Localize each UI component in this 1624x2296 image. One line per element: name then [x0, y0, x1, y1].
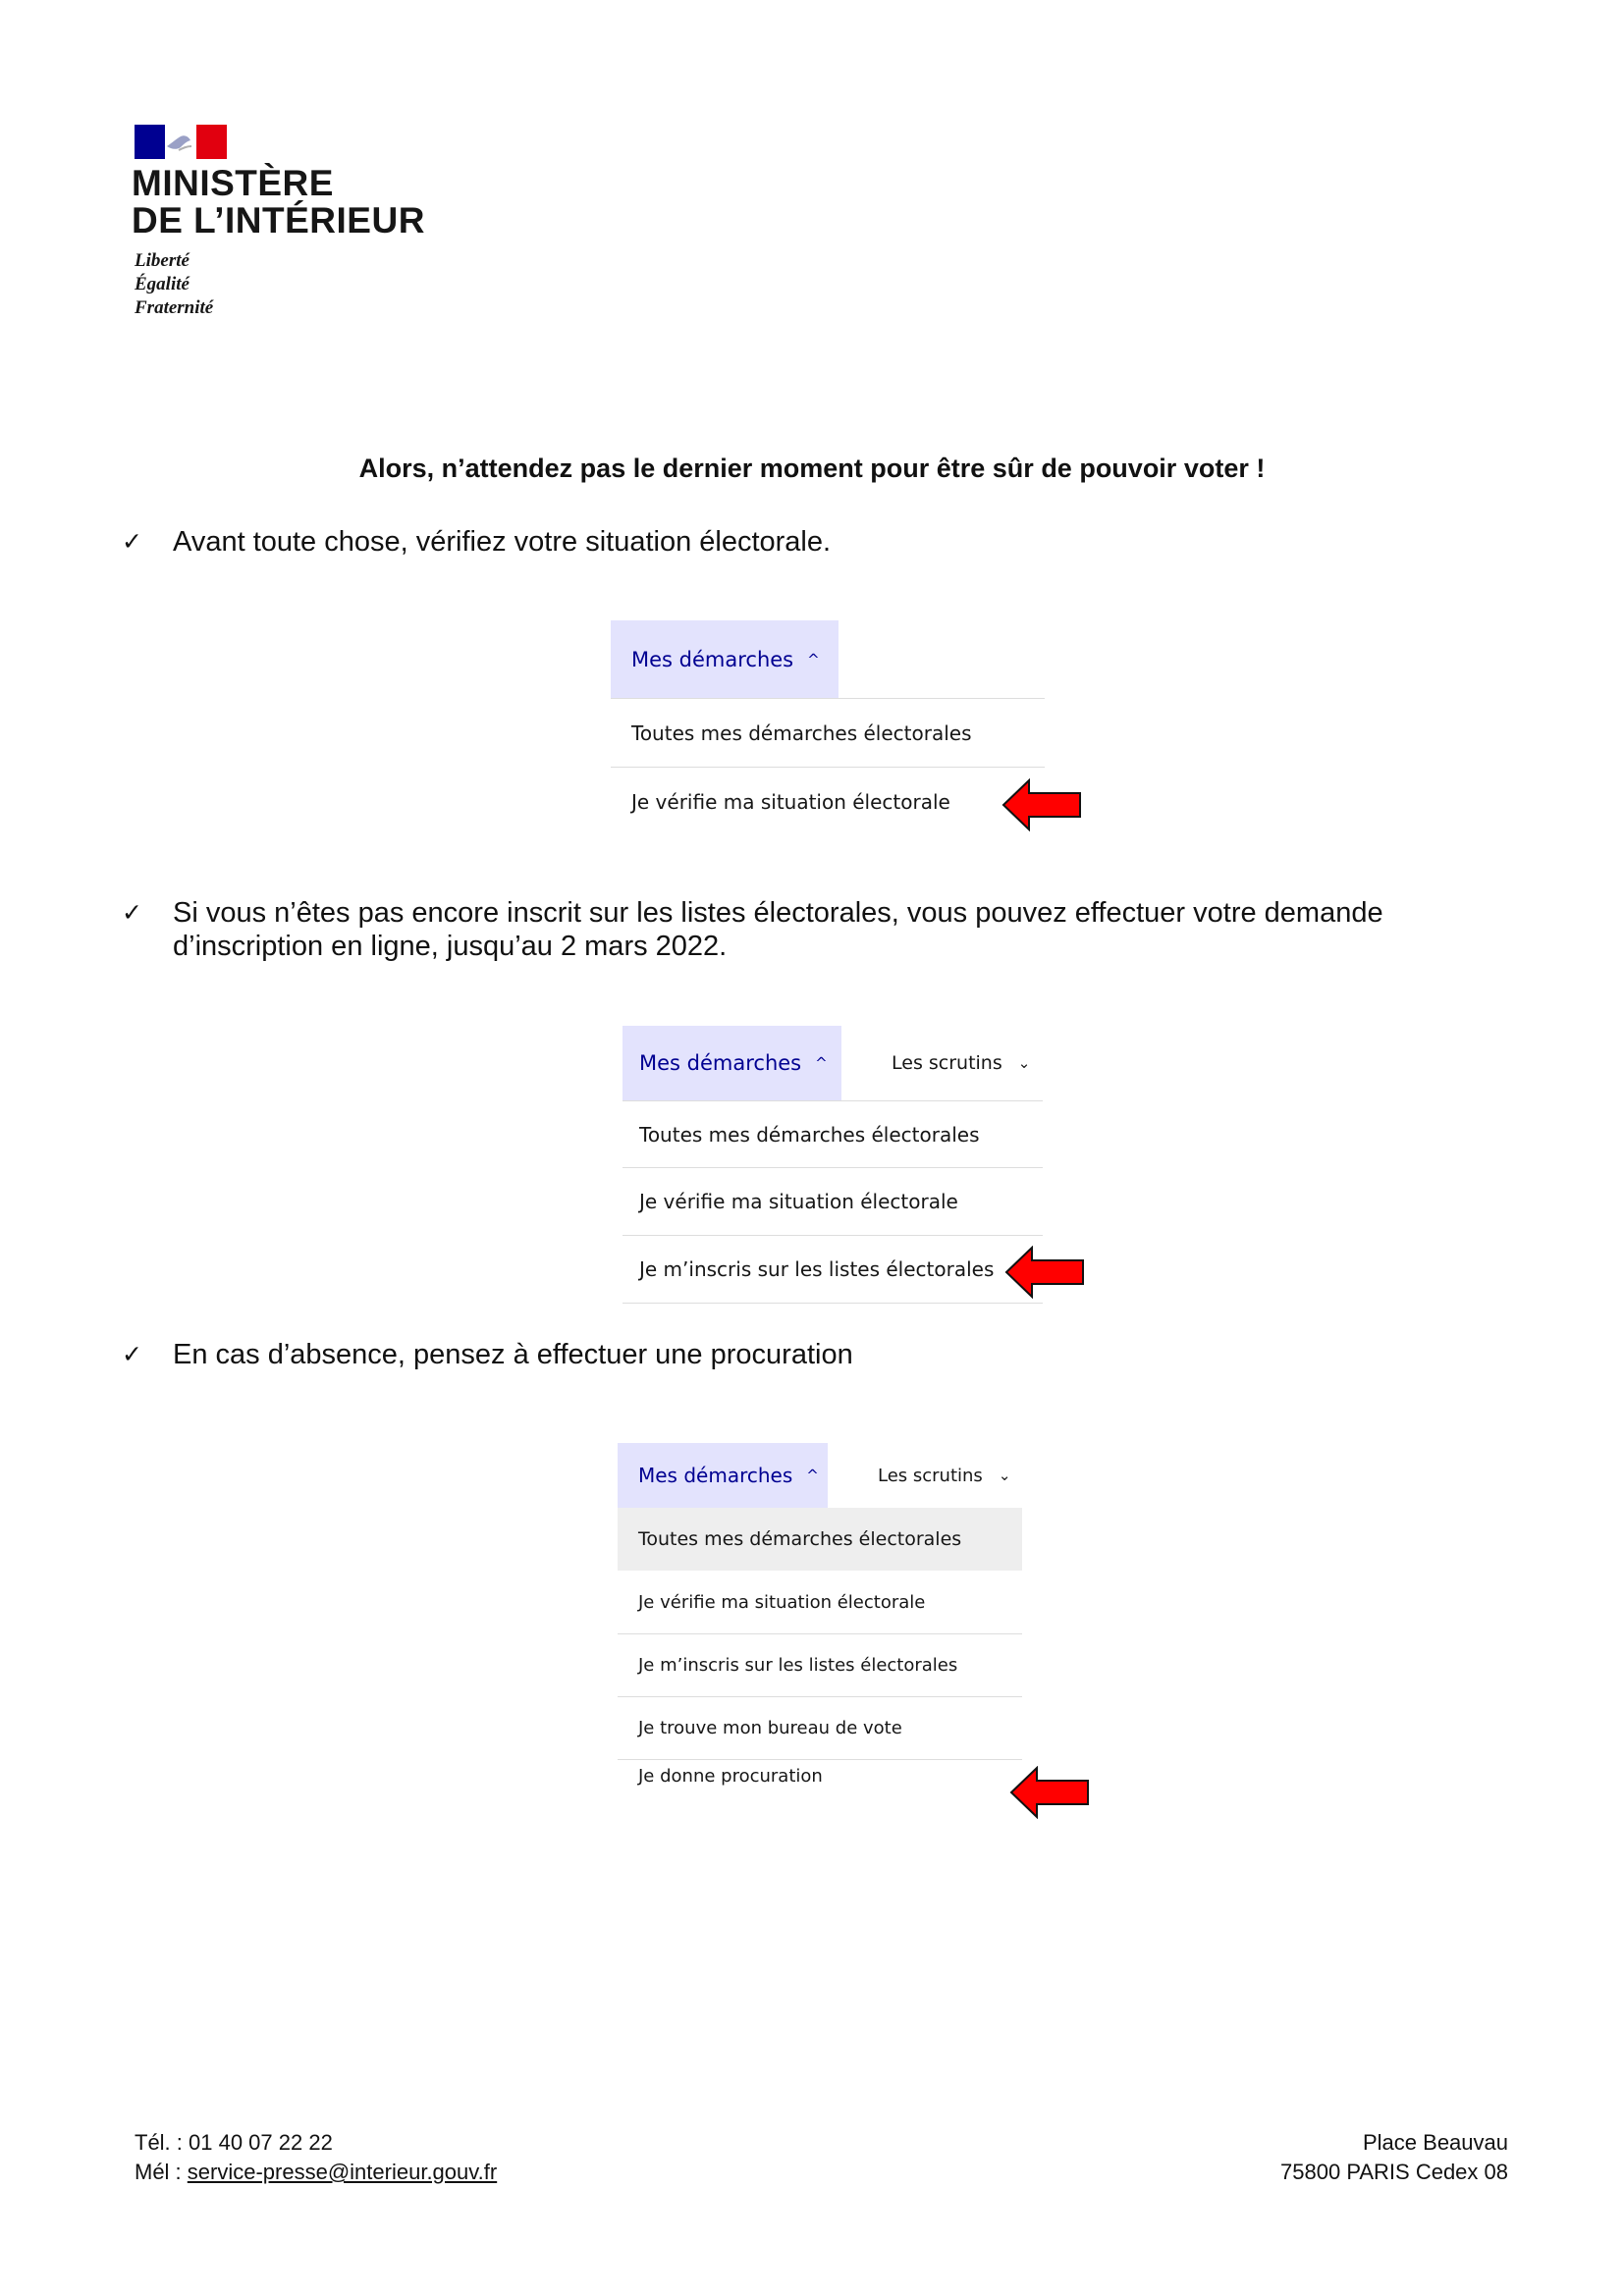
chevron-up-icon: ^	[815, 1054, 828, 1072]
bullet-1-text: Avant toute chose, vérifiez votre situation électorale.	[173, 526, 832, 558]
menu-item[interactable]: Je vérifie ma situation électorale	[623, 1168, 1043, 1236]
footer-contact	[135, 2128, 497, 2187]
menu-screenshot-1	[611, 620, 1045, 836]
ministry-name-line1: MINISTÈRE	[132, 163, 334, 203]
menu-item[interactable]: Je vérifie ma situation électorale	[618, 1571, 1022, 1634]
menu-item[interactable]: Je m’inscris sur les listes électorales	[623, 1236, 1043, 1304]
red-arrow-icon	[1001, 778, 1082, 831]
chevron-down-icon: ⌄	[1017, 1054, 1031, 1072]
footer-mail-link[interactable]: service-presse@interieur.gouv.fr	[187, 2160, 498, 2184]
footer-address-line2: 75800 PARIS Cedex 08	[1280, 2160, 1508, 2184]
tab-les-scrutins[interactable]	[878, 1443, 1010, 1508]
chevron-up-icon: ^	[807, 650, 820, 668]
tab-label: Les scrutins	[892, 1052, 1002, 1074]
tab-label: Mes démarches	[631, 647, 794, 671]
tab-label: Les scrutins	[878, 1465, 983, 1486]
ministry-name	[132, 165, 425, 240]
check-icon: ✓	[122, 898, 142, 927]
check-icon: ✓	[122, 527, 142, 556]
logo-flag	[135, 125, 227, 159]
footer-address	[1280, 2128, 1508, 2187]
bullet-2-text: Si vous n’êtes pas encore inscrit sur les listes électorales, vous pouvez effectuer votre demande d’inscription en ligne, jusqu’au 2 mars 2022.	[173, 897, 1383, 962]
ministry-name-line2: DE L’INTÉRIEUR	[132, 200, 425, 240]
flag-red-band	[196, 125, 227, 159]
menu-item[interactable]: Je vérifie ma situation électorale	[631, 790, 950, 814]
tab-mes-demarches[interactable]	[611, 620, 839, 698]
flag-blue-band	[135, 125, 165, 159]
red-arrow-icon	[1004, 1246, 1085, 1299]
menu-item[interactable]: Toutes mes démarches électorales	[623, 1100, 1043, 1168]
check-icon: ✓	[122, 1340, 142, 1368]
tab-label: Mes démarches	[639, 1051, 802, 1075]
motto-liberte: Liberté	[135, 250, 189, 271]
chevron-up-icon: ^	[806, 1467, 819, 1484]
tab-mes-demarches[interactable]	[623, 1026, 841, 1100]
menu-item[interactable]: Je m’inscris sur les listes électorales	[618, 1634, 1022, 1697]
menu-screenshot-2	[623, 1026, 1043, 1306]
motto-egalite: Égalité	[135, 274, 189, 294]
bullet-3-text: En cas d’absence, pensez à effectuer une procuration	[173, 1339, 853, 1370]
chevron-down-icon: ⌄	[998, 1467, 1011, 1484]
footer-tel: Tél. : 01 40 07 22 22	[135, 2130, 333, 2155]
tab-label: Mes démarches	[638, 1464, 793, 1487]
marianne-profile-icon	[165, 125, 196, 159]
footer-mail-line	[135, 2158, 497, 2187]
motto-fraternite: Fraternité	[135, 297, 214, 318]
tab-les-scrutins[interactable]	[892, 1026, 1030, 1100]
footer-mail-label: Mél :	[135, 2160, 188, 2184]
flag-white-band	[165, 125, 196, 159]
tab-mes-demarches[interactable]	[618, 1443, 828, 1508]
red-arrow-icon	[1009, 1766, 1090, 1819]
footer-address-line1: Place Beauvau	[1363, 2130, 1508, 2155]
menu-item[interactable]: Toutes mes démarches électorales	[618, 1508, 1022, 1571]
republic-motto	[135, 249, 213, 320]
menu-item[interactable]: Toutes mes démarches électorales	[611, 698, 1045, 768]
menu-item[interactable]: Je trouve mon bureau de vote	[618, 1697, 1022, 1760]
headline: Alors, n’attendez pas le dernier moment pour être sûr de pouvoir voter !	[358, 454, 1266, 483]
bullet-2	[122, 896, 1496, 965]
menu-screenshot-3	[618, 1443, 1022, 1796]
menu-item[interactable]: Je donne procuration	[638, 1766, 823, 1787]
